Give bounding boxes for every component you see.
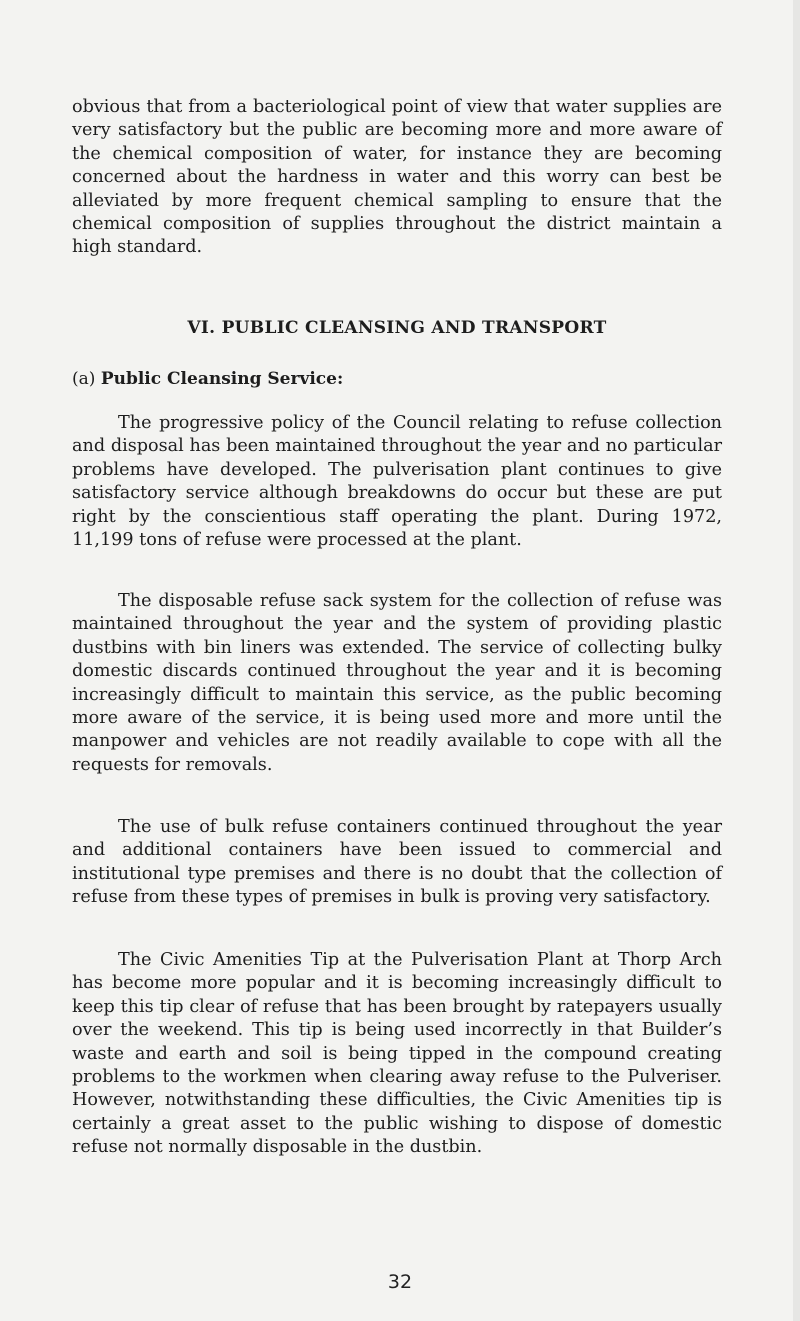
paragraph-bulk-containers: The use of bulk refuse containers continued throughout the year and additional containers have been issued to commercial and institutional type premises and there is no doubt that the collection of refuse from these types of premises in bulk is proving very satisfactory.	[72, 817, 722, 908]
paragraph-civic-amenities: The Civic Amenities Tip at the Pulverisation Plant at Thorp Arch has become more popular and it is becoming increasingly difficult to keep this tip clear of refuse that has been brought by ratepayers usually over the weekend. This tip is being used incorrectly in that Builder’s waste and earth and soil is being tipped in the compound creating problems to the workmen when clearing away refuse to the Pulveriser. However, notwithstanding these difficulties, the Civic Amenities tip is certainly a great asset to the public wishing to dispose of domestic refuse not normally disposable in the dustbin.	[72, 950, 722, 1158]
paragraph-refuse-policy: The progressive policy of the Council relating to refuse collection and disposal has been maintained throughout the year and no particular problems have developed. The pulverisation plant continues to give satisfactory service although breakdowns do occur but these are put right by the conscientious staff operating the plant. During 1972, 11,199 tons of refuse were processed at the plant.	[72, 413, 722, 551]
subsection-letter: (a)	[72, 369, 96, 389]
paragraph-sack-system: The disposable refuse sack system for the collection of refuse was maintained throughout the year and the system of providing plastic dustbins with bin liners was extended. The service of collecting bulky domestic discards continued throughout the year and it is becoming increasingly difficult to maintain this service, as the public becoming more aware of the service, it is being used more and more until the manpower and vehicles are not readily available to cope with all the requests for removals.	[72, 591, 722, 775]
page-edge-shadow	[793, 0, 800, 1321]
section-heading: VI. PUBLIC CLEANSING AND TRANSPORT	[187, 318, 607, 338]
subsection-title: Public Cleansing Service:	[100, 369, 344, 389]
intro-paragraph: obvious that from a bacteriological point of view that water supplies are very satisfactory but the public are becoming more and more aware of the chemical composition of water, for instance they are becoming concerned about the hardness in water and this worry can best be alleviated by more frequent chemical sampling to ensure that the chemical composition of supplies throughout the district maintain a high standard.	[72, 97, 722, 258]
page-number: 32	[387, 1271, 413, 1293]
subsection-heading	[72, 369, 343, 389]
